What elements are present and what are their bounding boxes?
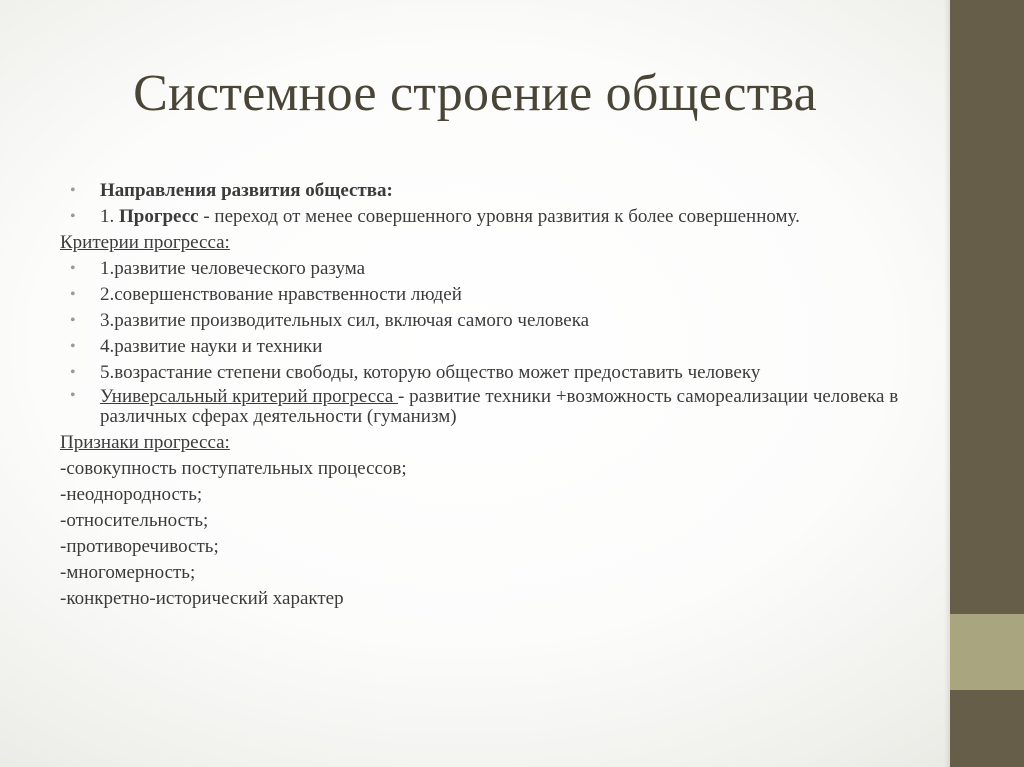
criteria-item-4: 4.развитие науки и техники	[100, 336, 323, 357]
list-item	[60, 282, 920, 308]
signs-item-6: -конкретно-исторический характер	[60, 588, 344, 609]
list-item	[60, 360, 920, 386]
list-item	[60, 560, 920, 586]
signs-item-4: -противоречивость;	[60, 536, 219, 557]
bullet-icon: •	[70, 208, 76, 225]
criteria-item-3: 3.развитие производительных сил, включая самого человека	[100, 310, 590, 331]
bullet-icon: •	[70, 260, 76, 277]
list-item	[60, 386, 920, 430]
list-item	[60, 204, 920, 230]
criteria-item-5: 5.возрастание степени свободы, которую общество может предоставить человеку	[100, 362, 761, 383]
signs-heading-text: Признаки прогресса:	[60, 432, 230, 453]
signs-item-5: -многомерность;	[60, 562, 196, 583]
criteria-heading-text: Критерии прогресса:	[60, 232, 230, 253]
decor-stripe-block	[950, 614, 1024, 690]
signs-item-2: -неоднородность;	[60, 484, 203, 505]
criteria-item-2: 2.совершенствование нравственности людей	[100, 284, 462, 305]
list-item	[60, 508, 920, 534]
list-item	[60, 456, 920, 482]
list-item	[60, 586, 920, 612]
universal-criterion-definition: - развитие техники +возможность самореализации человека в различных сферах деятельности (гуманизм)	[100, 386, 899, 427]
slide-content	[60, 178, 920, 612]
criteria-item-1: 1.развитие человеческого разума	[100, 258, 366, 279]
list-item	[60, 256, 920, 282]
list-item	[60, 534, 920, 560]
bullet-icon: •	[70, 312, 76, 329]
bullet-icon: •	[70, 286, 76, 303]
list-item	[60, 308, 920, 334]
signs-item-3: -относительность;	[60, 510, 209, 531]
bullet-icon: •	[70, 182, 76, 199]
signs-item-1: -совокупность поступательных процессов;	[60, 458, 407, 479]
progress-definition: - переход от менее совершенного уровня развития к более совершенному.	[198, 206, 800, 227]
list-item	[60, 334, 920, 360]
signs-heading	[60, 430, 920, 456]
bullet-icon: •	[70, 387, 76, 404]
slide-title: Системное строение общества	[133, 65, 817, 122]
directions-heading: Направления развития общества:	[100, 180, 393, 201]
criteria-heading	[60, 230, 920, 256]
bullet-icon: •	[70, 338, 76, 355]
bullet-icon: •	[70, 364, 76, 381]
universal-criterion-term: Универсальный критерий прогресса	[100, 386, 399, 407]
progress-term: Прогресс	[119, 206, 199, 227]
list-item	[60, 482, 920, 508]
progress-number: 1.	[100, 206, 119, 227]
list-item	[60, 178, 920, 204]
